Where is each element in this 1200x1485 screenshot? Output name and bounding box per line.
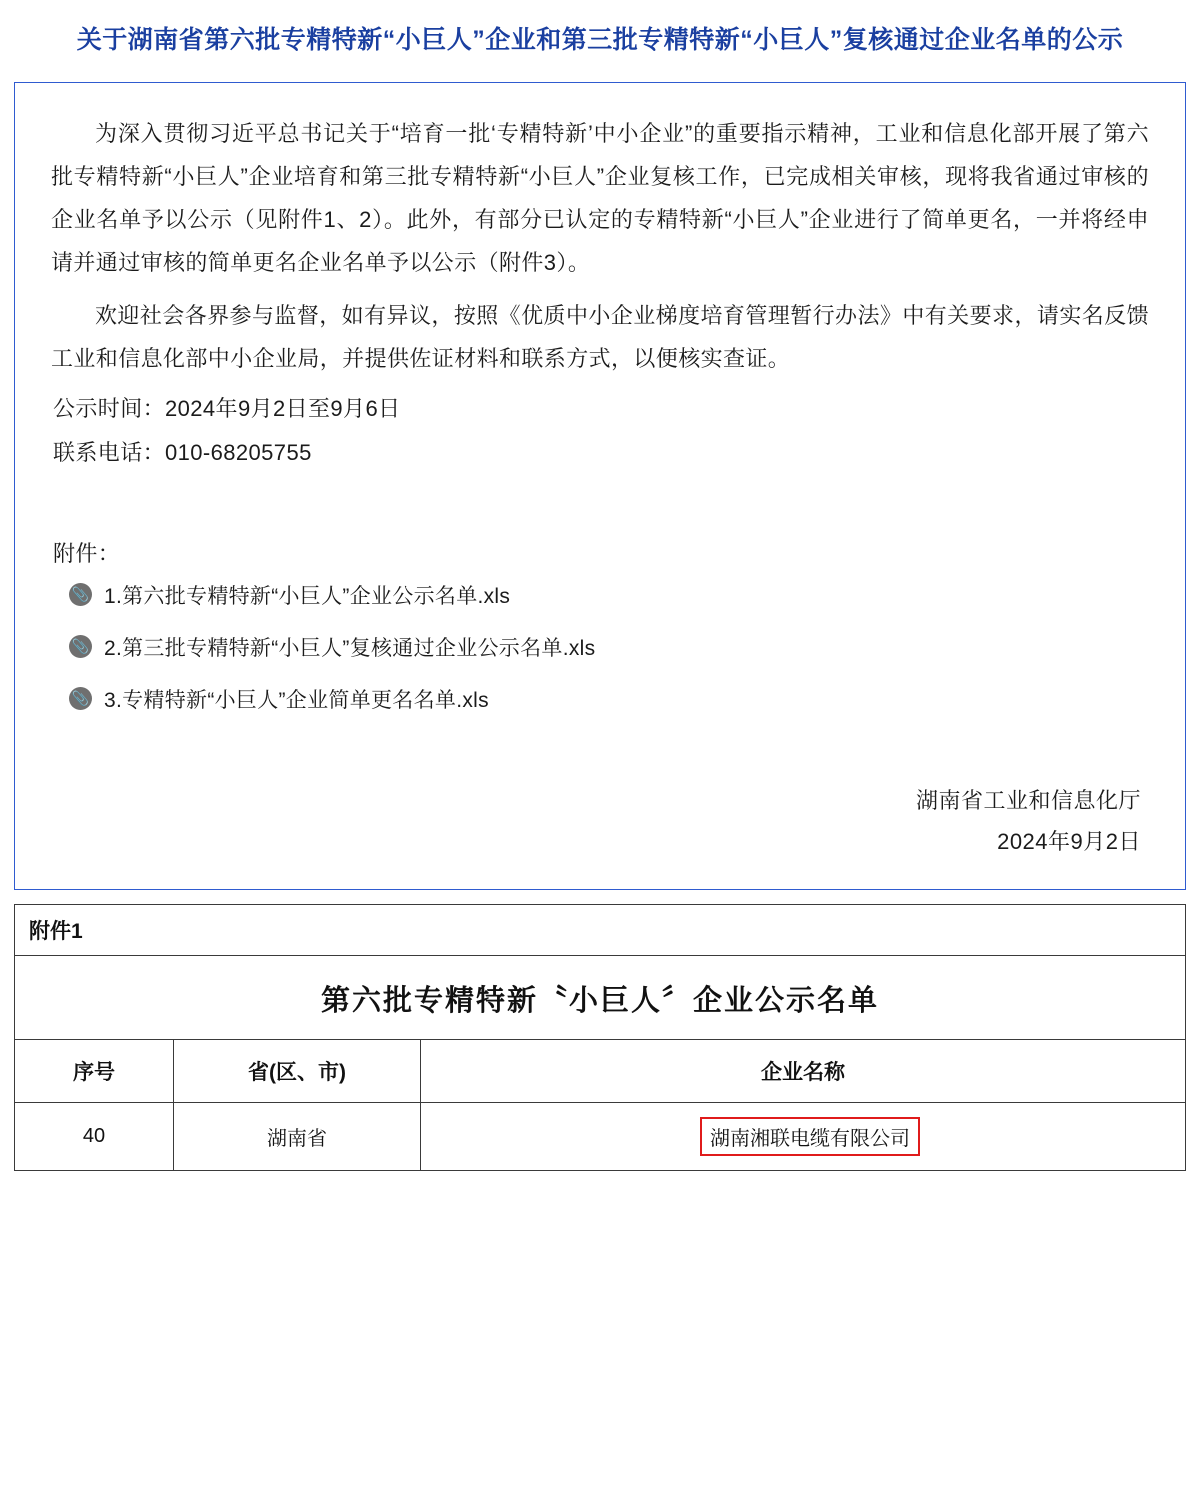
signature-block — [51, 780, 1149, 864]
appendix-label: 附件1 — [15, 905, 1185, 956]
spacer — [51, 475, 1149, 537]
appendix-table-section — [14, 904, 1186, 1171]
page-title: 关于湖南省第六批专精特新“小巨人”企业和第三批专精特新“小巨人”复核通过企业名单的公示 — [76, 26, 1124, 54]
paragraph-2: 欢迎社会各界参与监督，如有异议，按照《优质中小企业梯度培育管理暂行办法》中有关要求，请实名反馈工业和信息化部中小企业局，并提供佐证材料和联系方式，以便核实查证。 — [51, 302, 1149, 371]
paperclip-icon: 📎 — [69, 635, 92, 658]
column-header-province: 省(区、市) — [174, 1040, 421, 1103]
attachments-heading: 附件： — [53, 540, 121, 566]
attachment-link-1[interactable] — [69, 580, 1149, 610]
table-header-row — [15, 1040, 1185, 1103]
attachment-label: 1.第六批专精特新“小巨人”企业公示名单.xls — [104, 584, 511, 608]
paperclip-icon: 📎 — [69, 687, 92, 710]
attachment-link-3[interactable] — [69, 684, 1149, 714]
attachment-label: 2.第三批专精特新“小巨人”复核通过企业公示名单.xls — [104, 636, 596, 660]
attachment-link-2[interactable] — [69, 632, 1149, 662]
cell-index: 40 — [15, 1103, 174, 1171]
contact-phone: 联系电话：010-68205755 — [53, 439, 312, 465]
paragraph-1: 为深入贯彻习近平总书记关于“培育一批‘专精特新’中小企业”的重要指示精神，工业和信息化部开展了第六批专精特新“小巨人”企业培育和第三批专精特新“小巨人”企业复核工作，已完成相关审核，现将我省通过审核的企业名单予以公示（见附件1、2）。此外，有部分已认定的专精特新“小巨人”企业进行了简单更名，一并将经申请并通过审核的简单更名企业名单予以公示（附件3）。 — [51, 121, 1149, 275]
signature-org: 湖南省工业和信息化厅 — [915, 787, 1141, 813]
column-header-index: 序号 — [15, 1040, 174, 1103]
paperclip-icon: 📎 — [69, 583, 92, 606]
publicity-period: 公示时间：2024年9月2日至9月6日 — [53, 395, 401, 421]
attachment-label: 3.专精特新“小巨人”企业简单更名名单.xls — [104, 688, 489, 712]
company-list-table — [15, 1040, 1185, 1170]
notice-body — [14, 82, 1186, 890]
cell-province: 湖南省 — [174, 1103, 421, 1171]
table-row — [15, 1103, 1185, 1171]
signature-date: 2024年9月2日 — [997, 829, 1141, 855]
appendix-table-title: 第六批专精特新〝小巨人〞企业公示名单 — [15, 956, 1185, 1040]
column-header-company: 企业名称 — [421, 1040, 1186, 1103]
highlighted-company-name: 湖南湘联电缆有限公司 — [700, 1117, 920, 1156]
cell-company — [421, 1103, 1186, 1171]
